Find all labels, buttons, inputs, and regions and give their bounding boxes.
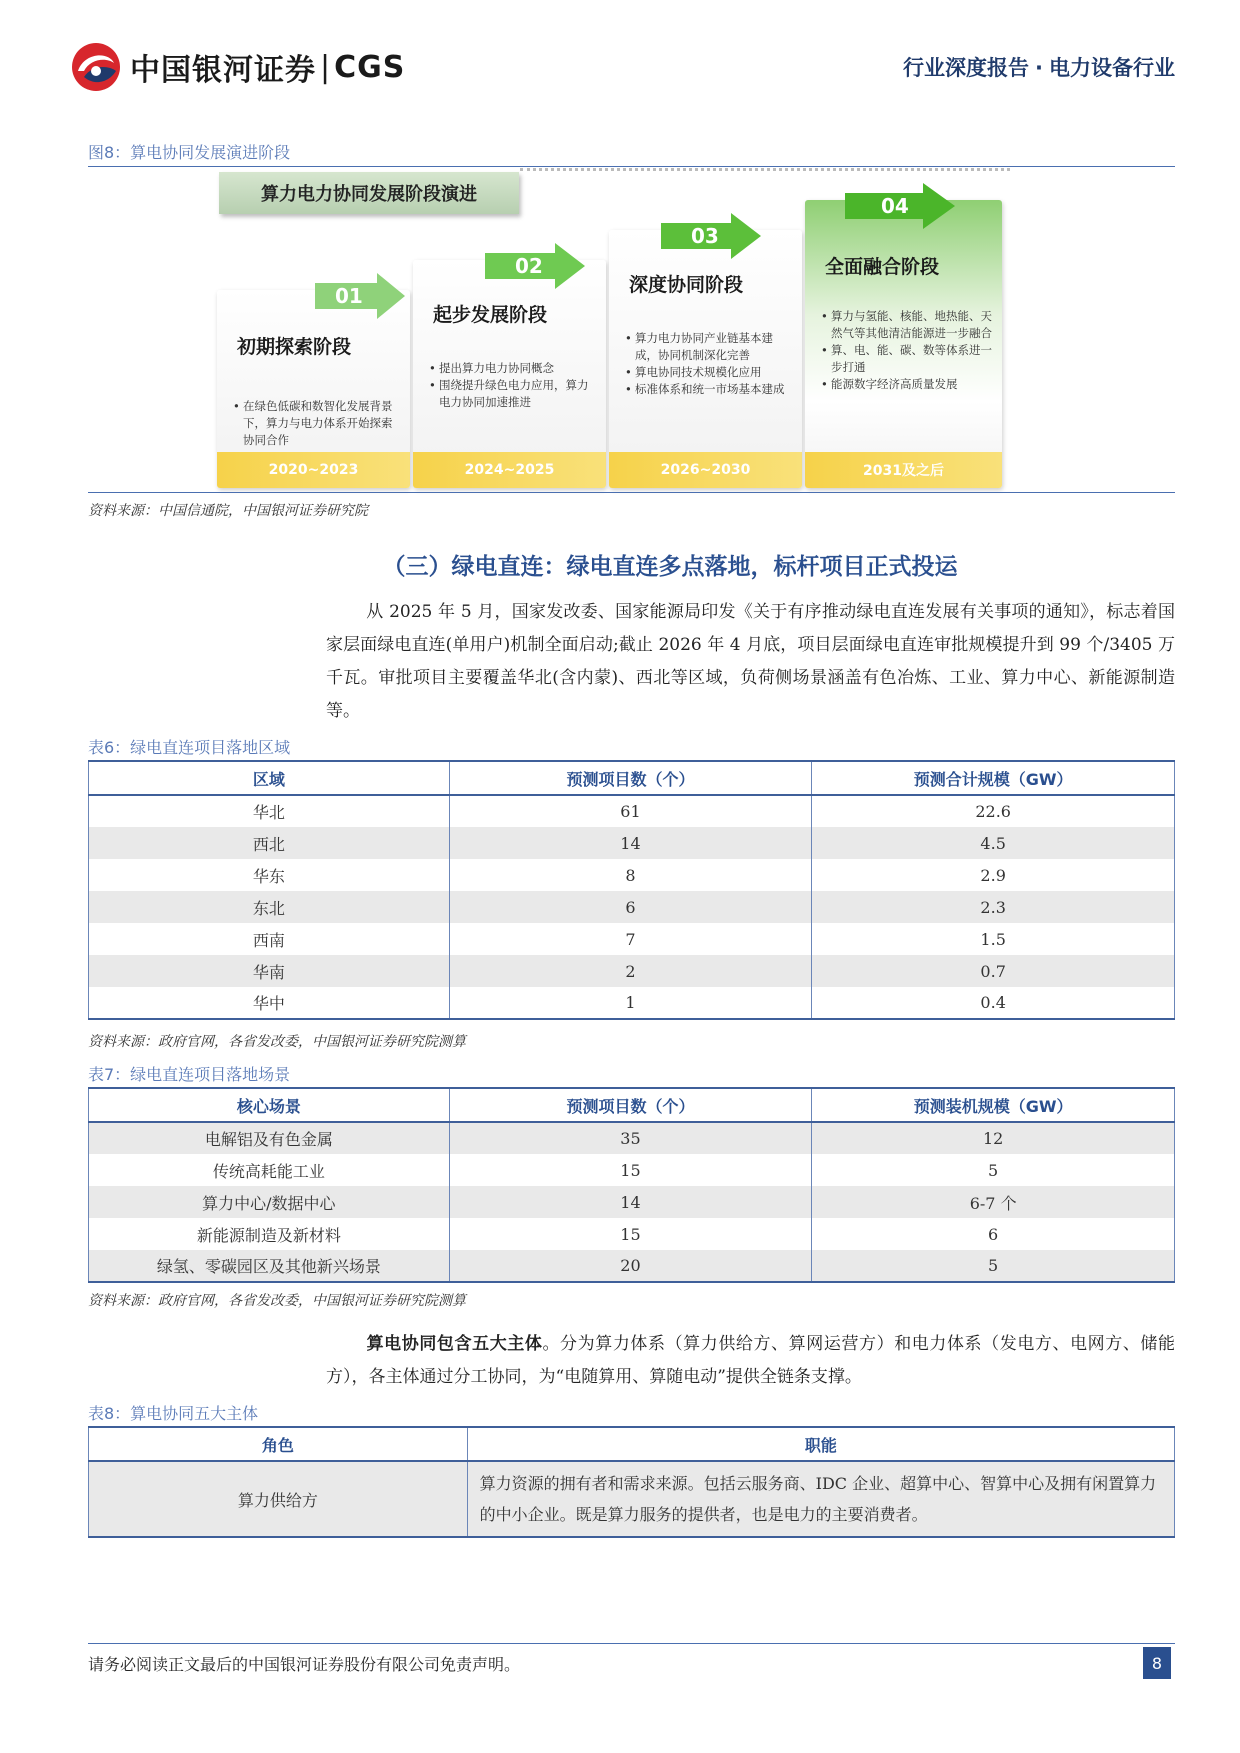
cgs-logo-icon <box>70 41 122 93</box>
table6 <box>88 760 1175 1020</box>
stage-card-4 <box>805 200 1002 488</box>
logo-separator: | <box>320 49 331 85</box>
diagram-title: 算力电力协同发展阶段演进 <box>219 172 519 214</box>
report-type: 行业深度报告 <box>903 56 1030 80</box>
region-cell: 华中 <box>89 987 450 1019</box>
stage-card-2 <box>413 260 606 488</box>
role-cell: 算力供给方 <box>89 1461 468 1537</box>
table7 <box>88 1087 1175 1283</box>
region-cell: 华北 <box>89 795 450 827</box>
table-header-row <box>89 1427 1175 1461</box>
stage-number: 02 <box>515 254 543 278</box>
stage-arrow-2 <box>485 243 585 289</box>
figure-bottom-rule <box>88 492 1175 493</box>
industry-name: 电力设备行业 <box>1049 56 1175 80</box>
column-header: 区域 <box>89 761 450 795</box>
scenario-cell: 新能源制造及新材料 <box>89 1218 450 1250</box>
count-cell: 1 <box>449 987 812 1019</box>
stage-arrow-3 <box>661 213 761 259</box>
count-cell: 14 <box>449 1186 812 1218</box>
stage-item: • 能源数字经济高质量发展 <box>821 376 992 393</box>
logo-cn-text: 中国银河证券 <box>130 53 316 88</box>
table-row <box>89 859 1175 891</box>
report-category <box>903 52 1175 82</box>
stage-items <box>233 398 400 449</box>
table-row <box>89 987 1175 1019</box>
stage-item: • 算电协同技术规模化应用 <box>625 364 792 381</box>
table6-source: 资料来源：政府官网，各省发改委，中国银河证券研究院测算 <box>88 1034 466 1050</box>
body-paragraph-1 <box>326 596 1175 728</box>
body-paragraph-2 <box>326 1328 1175 1394</box>
table6-caption: 表6：绿电直连项目落地区域 <box>88 738 291 757</box>
count-cell: 35 <box>449 1122 812 1154</box>
column-header: 职能 <box>467 1427 1174 1461</box>
stage-years: 2024~2025 <box>413 452 606 488</box>
table-row <box>89 923 1175 955</box>
stage-item: • 算力与氢能、核能、地热能、天然气等其他清洁能源进一步融合 <box>821 308 992 342</box>
capacity-cell: 6 <box>812 1218 1175 1250</box>
stage-item: • 算力电力协同产业链基本建成，协同机制深化完善 <box>625 330 792 364</box>
stage-title: 全面融合阶段 <box>825 256 940 278</box>
table-row <box>89 1154 1175 1186</box>
header-dot: · <box>1035 56 1043 80</box>
column-header: 预测合计规模（GW） <box>812 761 1175 795</box>
column-header: 核心场景 <box>89 1088 450 1122</box>
section-heading: （三）绿电直连：绿电直连多点落地，标杆项目正式投运 <box>382 553 958 580</box>
stage-number: 03 <box>691 224 719 248</box>
stage-item: • 围绕提升绿色电力应用，算力电力协同加速推进 <box>429 377 596 411</box>
count-cell: 14 <box>449 827 812 859</box>
region-cell: 西北 <box>89 827 450 859</box>
stage-title: 深度协同阶段 <box>629 274 744 296</box>
dotted-divider <box>520 168 1010 171</box>
stage-arrow-4 <box>845 183 955 229</box>
region-cell: 东北 <box>89 891 450 923</box>
column-header: 预测项目数（个） <box>449 1088 812 1122</box>
figure-top-rule <box>88 166 1175 167</box>
table-row <box>89 1461 1175 1537</box>
scenario-cell: 电解铝及有色金属 <box>89 1122 450 1154</box>
stage-items <box>429 360 596 411</box>
column-header: 角色 <box>89 1427 468 1461</box>
table-row <box>89 827 1175 859</box>
stage-number: 04 <box>881 194 909 218</box>
column-header: 预测装机规模（GW） <box>812 1088 1175 1122</box>
scale-cell: 22.6 <box>812 795 1175 827</box>
scale-cell: 0.4 <box>812 987 1175 1019</box>
stage-items <box>821 308 992 393</box>
table-row <box>89 1122 1175 1154</box>
region-cell: 华东 <box>89 859 450 891</box>
stage-years: 2026~2030 <box>609 452 802 488</box>
footer-disclaimer: 请务必阅读正文最后的中国银河证券股份有限公司免责声明。 <box>88 1655 521 1674</box>
figure-source: 资料来源：中国信通院，中国银河证券研究院 <box>88 503 368 519</box>
table8-caption: 表8：算电协同五大主体 <box>88 1404 259 1423</box>
capacity-cell: 12 <box>812 1122 1175 1154</box>
stage-years: 2020~2023 <box>217 452 410 488</box>
region-cell: 华南 <box>89 955 450 987</box>
table-header-row <box>89 1088 1175 1122</box>
stage-item: • 在绿色低碳和数智化发展背景下，算力与电力体系开始探索协同合作 <box>233 398 400 449</box>
count-cell: 2 <box>449 955 812 987</box>
function-cell: 算力资源的拥有者和需求来源。包括云服务商、IDC 企业、超算中心、智算中心及拥有闲置算力的中小企业。既是算力服务的提供者，也是电力的主要消费者。 <box>467 1461 1174 1537</box>
count-cell: 8 <box>449 859 812 891</box>
page-header <box>70 42 1175 92</box>
paragraph-text: 从 2025 年 5 月，国家发改委、国家能源局印发《关于有序推动绿电直连发展有关事项的通知》，标志着国家层面绿电直连(单用户)机制全面启动;截止 2026 年 4 月底，项目层面绿电直连审批规模提升到 99 个/3405 万千瓦。审批项目主要覆盖华北(含内蒙)、西北等区域，负荷侧场景涵盖有色冶炼、工业、算力中心、新能源制造等。 <box>326 602 1175 721</box>
count-cell: 7 <box>449 923 812 955</box>
count-cell: 15 <box>449 1218 812 1250</box>
count-cell: 6 <box>449 891 812 923</box>
logo <box>70 42 405 92</box>
table-row <box>89 891 1175 923</box>
scale-cell: 2.3 <box>812 891 1175 923</box>
column-header: 预测项目数（个） <box>449 761 812 795</box>
stage-number: 01 <box>335 284 363 308</box>
count-cell: 20 <box>449 1250 812 1282</box>
table-row <box>89 1218 1175 1250</box>
stage-years: 2031及之后 <box>805 452 1002 488</box>
stage-title: 初期探索阶段 <box>237 336 352 358</box>
stage-title: 起步发展阶段 <box>433 304 548 326</box>
table-header-row <box>89 761 1175 795</box>
table-row <box>89 795 1175 827</box>
table-row <box>89 1186 1175 1218</box>
table8 <box>88 1426 1175 1538</box>
stage-arrow-1 <box>315 273 405 319</box>
page-number: 8 <box>1143 1647 1171 1679</box>
scale-cell: 0.7 <box>812 955 1175 987</box>
paragraph-text: 。分为算力体系（算力供给方、算网运营方）和电力体系（发电方、电网方、储能方），各主体通过分工协同，为“电随算用、算随电动”提供全链条支撑。 <box>326 1334 1176 1387</box>
stage-items <box>625 330 792 398</box>
footer-rule <box>88 1643 1175 1644</box>
capacity-cell: 5 <box>812 1154 1175 1186</box>
stage-item: • 标准体系和统一市场基本建成 <box>625 381 792 398</box>
stage-card-3 <box>609 230 802 488</box>
logo-en-text: CGS <box>334 49 406 85</box>
scenario-cell: 绿氢、零碳园区及其他新兴场景 <box>89 1250 450 1282</box>
scenario-cell: 算力中心/数据中心 <box>89 1186 450 1218</box>
count-cell: 61 <box>449 795 812 827</box>
paragraph-bold-lead: 算电协同包含五大主体 <box>366 1334 543 1354</box>
stage-item: • 算、电、能、碳、数等体系进一步打通 <box>821 342 992 376</box>
evolution-diagram <box>215 168 1015 488</box>
table-row <box>89 1250 1175 1282</box>
capacity-cell: 6-7 个 <box>812 1186 1175 1218</box>
scale-cell: 4.5 <box>812 827 1175 859</box>
scenario-cell: 传统高耗能工业 <box>89 1154 450 1186</box>
scale-cell: 1.5 <box>812 923 1175 955</box>
stage-card-1 <box>217 290 410 488</box>
count-cell: 15 <box>449 1154 812 1186</box>
region-cell: 西南 <box>89 923 450 955</box>
table-row <box>89 955 1175 987</box>
figure-caption: 图8：算电协同发展演进阶段 <box>88 143 291 162</box>
table7-source: 资料来源：政府官网，各省发改委，中国银河证券研究院测算 <box>88 1293 466 1309</box>
stage-item: • 提出算力电力协同概念 <box>429 360 596 377</box>
table7-caption: 表7：绿电直连项目落地场景 <box>88 1065 291 1084</box>
capacity-cell: 5 <box>812 1250 1175 1282</box>
scale-cell: 2.9 <box>812 859 1175 891</box>
